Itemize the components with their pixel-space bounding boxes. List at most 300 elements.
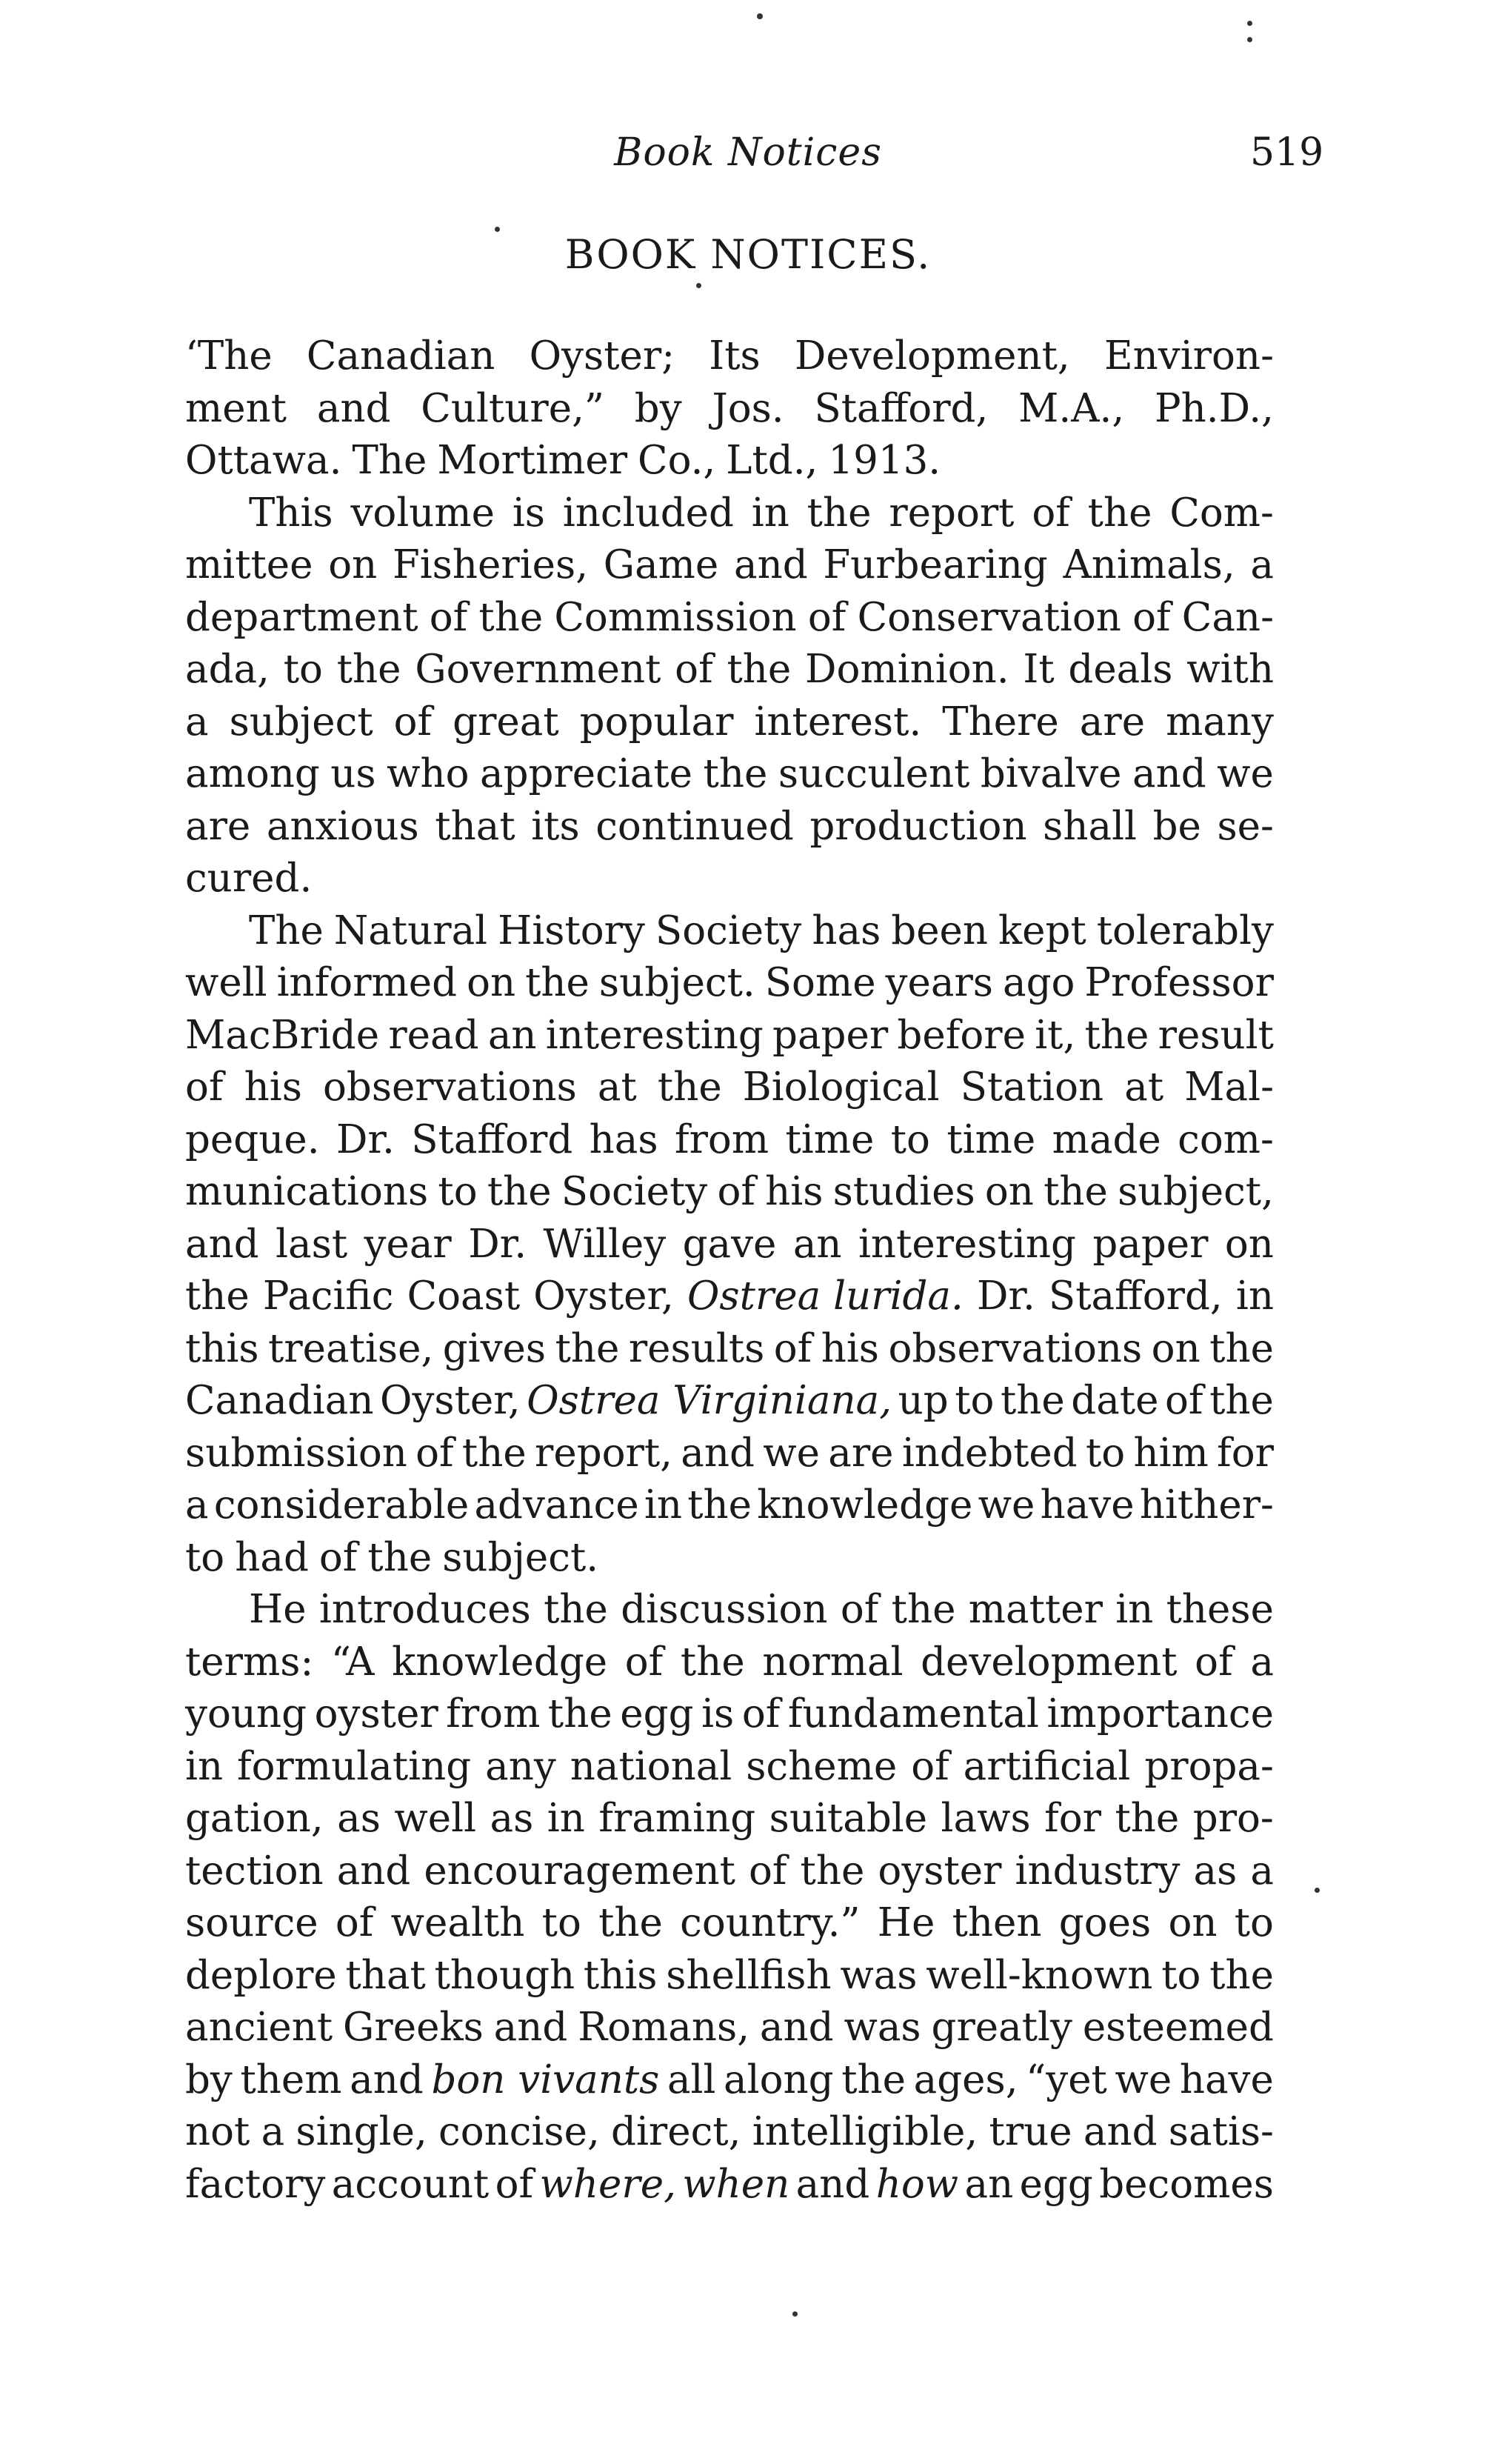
word: interesting <box>858 1221 1076 1267</box>
word: the <box>336 647 401 692</box>
word: then <box>952 1900 1042 1945</box>
word: of <box>185 1065 224 1110</box>
word: have <box>1040 1482 1135 1528</box>
word: the <box>727 647 792 692</box>
word: the <box>544 1587 608 1632</box>
word: “A <box>330 1639 375 1685</box>
text-line <box>185 748 1274 801</box>
text-line <box>185 1219 1274 1271</box>
word: on <box>1224 1221 1274 1267</box>
text-line <box>185 853 1274 905</box>
word: as <box>490 1796 534 1841</box>
word: development <box>921 1639 1178 1685</box>
word: The <box>249 908 324 953</box>
word: encouragement <box>424 1848 735 1894</box>
word: production <box>809 803 1027 849</box>
word: Dr. <box>468 1221 527 1267</box>
word: along <box>724 2057 834 2102</box>
word: that <box>345 1952 426 1998</box>
word: Station <box>960 1065 1104 1110</box>
word: included <box>562 490 734 536</box>
word: for <box>1044 1796 1102 1841</box>
word: of <box>318 1534 358 1580</box>
word: wealth <box>390 1900 525 1945</box>
word: are <box>1079 699 1146 745</box>
word: Society <box>655 908 802 953</box>
word: in <box>1115 1587 1154 1632</box>
word: has <box>812 908 881 953</box>
word: of <box>840 1587 879 1632</box>
word: of <box>1132 594 1171 640</box>
word: the <box>461 1430 527 1476</box>
word: the <box>1043 1169 1108 1214</box>
word: bon vivants <box>431 2057 660 2102</box>
word: factory <box>185 2161 326 2207</box>
word: we <box>1217 751 1274 796</box>
word: Fisheries, <box>392 542 589 587</box>
text-line <box>185 2002 1274 2054</box>
word: Dr. <box>976 1273 1035 1319</box>
word: ment <box>185 385 287 431</box>
word: Conservation <box>857 594 1121 640</box>
word: to <box>1161 1952 1201 1998</box>
word: a <box>1250 1639 1274 1685</box>
word: we <box>978 1482 1035 1528</box>
word: deals <box>1068 647 1173 692</box>
word: before <box>897 1012 1026 1058</box>
word: Can- <box>1181 594 1274 640</box>
word: of <box>911 1743 949 1789</box>
word: Jos. <box>712 385 784 431</box>
word: subject <box>229 699 373 745</box>
word: He <box>877 1900 935 1945</box>
word: by <box>634 385 682 431</box>
word: the <box>680 1639 745 1685</box>
word: any <box>485 1743 556 1789</box>
text-line <box>185 2106 1274 2159</box>
word: 1913. <box>828 438 941 483</box>
text-line <box>185 1114 1274 1167</box>
word: where, <box>539 2161 676 2207</box>
word: This <box>249 490 333 536</box>
word: the <box>807 490 872 536</box>
word: from <box>446 1691 541 1737</box>
word: of <box>1032 490 1070 536</box>
word: are <box>828 1430 894 1476</box>
word: on <box>1168 1900 1218 1945</box>
word: the <box>525 960 590 1005</box>
word: and <box>733 542 808 587</box>
word: Environ- <box>1103 333 1274 379</box>
word: had <box>235 1534 309 1580</box>
word: Pacific <box>262 1273 394 1319</box>
word: intelligible, <box>752 2109 978 2154</box>
word: volume <box>350 490 495 536</box>
word: the <box>478 594 544 640</box>
text-line <box>185 957 1274 1010</box>
word: to <box>955 1378 995 1423</box>
word: been <box>891 908 989 953</box>
word: how <box>875 2161 959 2207</box>
word: year <box>364 1221 452 1267</box>
word: shellfish <box>666 1952 832 1998</box>
word: the <box>891 1587 956 1632</box>
word: was <box>844 2005 921 2050</box>
word: up <box>898 1378 949 1423</box>
word: terms: <box>185 1639 314 1685</box>
word: all <box>667 2057 716 2102</box>
word: that <box>435 803 515 849</box>
word: normal <box>762 1639 904 1685</box>
word: se- <box>1217 803 1274 849</box>
word: the <box>1209 1378 1274 1423</box>
word: with <box>1186 647 1274 692</box>
word: M.A., <box>1018 385 1125 431</box>
word: from <box>674 1116 769 1162</box>
word: to <box>541 1900 581 1945</box>
word: ancient <box>185 2005 333 2050</box>
word: to <box>890 1116 930 1162</box>
scan-speck <box>1247 21 1252 26</box>
word: gave <box>682 1221 777 1267</box>
word: popular <box>579 699 734 745</box>
word: treatise, <box>268 1325 434 1371</box>
word: and <box>350 2057 424 2102</box>
word: on <box>328 542 378 587</box>
word: a <box>261 2109 285 2154</box>
word: the <box>367 1534 433 1580</box>
text-line <box>185 383 1274 436</box>
word: observations <box>888 1325 1143 1371</box>
word: Commission <box>554 594 797 640</box>
word: Culture,” <box>421 385 605 431</box>
word: source <box>185 1900 318 1945</box>
word: History <box>498 908 645 953</box>
word: the <box>800 1848 865 1894</box>
word: deplore <box>185 1952 337 1998</box>
word: his <box>244 1065 302 1110</box>
word: Some <box>764 960 876 1005</box>
word: be <box>1152 803 1201 849</box>
word: shall <box>1043 803 1138 849</box>
word: introduces <box>318 1587 531 1632</box>
word: years <box>885 960 993 1005</box>
word: He <box>249 1587 307 1632</box>
word: of <box>717 1169 755 1214</box>
word: Oyster, <box>533 1273 674 1319</box>
word: interesting <box>545 1012 764 1058</box>
word: we <box>1115 2057 1172 2102</box>
word: kept <box>998 908 1086 953</box>
word: made <box>1052 1116 1161 1162</box>
word: the <box>487 1169 552 1214</box>
word: results <box>628 1325 765 1371</box>
word: on <box>1151 1325 1201 1371</box>
word: of <box>429 594 468 640</box>
word: hither- <box>1139 1482 1274 1528</box>
word: account <box>331 2161 490 2207</box>
word: There <box>942 699 1059 745</box>
word: him <box>1133 1430 1209 1476</box>
word: an <box>792 1221 842 1267</box>
word: by <box>185 2057 233 2102</box>
text-line <box>185 1793 1274 1845</box>
word: at <box>597 1065 637 1110</box>
word: though <box>434 1952 575 1998</box>
text-line <box>185 1010 1274 1062</box>
running-header: Book Notices <box>614 130 882 175</box>
word: egg <box>620 1691 694 1737</box>
word: time <box>946 1116 1036 1162</box>
word: Dominion. <box>805 647 1009 692</box>
word: and <box>316 385 391 431</box>
word: last <box>276 1221 348 1267</box>
text-line <box>185 696 1274 749</box>
word: of <box>495 2161 534 2207</box>
word: interest. <box>754 699 922 745</box>
word: report <box>889 490 1015 536</box>
text-line <box>185 1688 1274 1741</box>
word: are <box>185 803 251 849</box>
text-line <box>185 1897 1274 1950</box>
word: the <box>1084 1012 1149 1058</box>
word: subject. <box>598 960 755 1005</box>
word: Mortimer <box>437 438 628 483</box>
text-line <box>185 330 1274 383</box>
word: Biological <box>742 1065 940 1110</box>
word: Canadian <box>185 1378 374 1423</box>
word: to <box>185 1534 225 1580</box>
word: to <box>438 1169 478 1214</box>
word: of <box>741 1691 781 1737</box>
word: of <box>773 1325 812 1371</box>
text-line <box>185 905 1274 958</box>
word: on <box>467 960 516 1005</box>
text-line <box>185 2054 1274 2107</box>
word: young <box>185 1691 307 1737</box>
word: Mal- <box>1184 1065 1274 1110</box>
word: national <box>570 1743 732 1789</box>
word: a <box>185 699 209 745</box>
word: have <box>1179 2057 1274 2102</box>
word: great <box>453 699 559 745</box>
word: at <box>1124 1065 1164 1110</box>
word: the <box>1209 1952 1274 1998</box>
word: true <box>989 2109 1072 2154</box>
word: on <box>984 1169 1034 1214</box>
word: has <box>589 1116 658 1162</box>
word: an <box>964 2161 1014 2207</box>
text-line <box>185 2159 1274 2211</box>
word: esteemed <box>1082 2005 1274 2050</box>
word: the <box>1209 1325 1274 1371</box>
text-line <box>185 1584 1274 1636</box>
word: it, <box>1035 1012 1076 1058</box>
word: appreciate <box>480 751 693 796</box>
word: fundamental <box>787 1691 1039 1737</box>
word: in <box>185 1743 224 1789</box>
word: department <box>185 594 418 640</box>
word: and <box>493 2005 568 2050</box>
word: Oyster, <box>380 1378 521 1423</box>
word: Ph.D., <box>1154 385 1274 431</box>
word: is <box>512 490 546 536</box>
word: Ostrea lurida. <box>687 1273 964 1319</box>
word: a <box>185 1482 209 1528</box>
word: as <box>337 1796 381 1841</box>
word: in <box>751 490 789 536</box>
word: a <box>1250 1848 1274 1894</box>
word: the <box>1087 490 1152 536</box>
word: Willey <box>543 1221 667 1267</box>
body-text <box>185 330 1274 2211</box>
text-line <box>185 1375 1274 1428</box>
word: its <box>531 803 580 849</box>
word: artificial <box>963 1743 1131 1789</box>
word: his <box>765 1169 824 1214</box>
word: The <box>352 438 427 483</box>
word: the <box>841 2057 906 2102</box>
word: the <box>547 1691 612 1737</box>
text-line <box>185 1166 1274 1219</box>
word: concise, <box>438 2109 600 2154</box>
word: Development, <box>794 333 1070 379</box>
word: of <box>624 1639 664 1685</box>
text-line <box>185 539 1274 592</box>
text-line <box>185 1062 1274 1114</box>
word: them <box>240 2057 342 2102</box>
text-line <box>185 1532 1274 1585</box>
word: Ostrea Virginiana, <box>527 1378 892 1423</box>
text-line <box>185 1950 1274 2002</box>
word: of <box>1195 1639 1233 1685</box>
word: subject. <box>442 1534 599 1580</box>
word: Animals, <box>1063 542 1235 587</box>
word: cured. <box>185 856 313 901</box>
word: who <box>387 751 470 796</box>
word: was <box>840 1952 918 1998</box>
word: continued <box>595 803 794 849</box>
word: laws <box>941 1796 1031 1841</box>
word: and <box>681 1430 755 1476</box>
word: of <box>807 594 846 640</box>
word: Com- <box>1169 490 1274 536</box>
word: of <box>335 1900 374 1945</box>
word: and <box>1132 751 1206 796</box>
word: succulent <box>778 751 970 796</box>
word: and <box>1083 2109 1158 2154</box>
word: discussion <box>621 1587 828 1632</box>
word: “yet <box>1026 2057 1107 2102</box>
word: country.” <box>680 1900 861 1945</box>
word: read <box>388 1012 479 1058</box>
word: Its <box>709 333 761 379</box>
word: tolerably <box>1096 908 1274 953</box>
word: Stafford <box>411 1116 573 1162</box>
word: studies <box>832 1169 975 1214</box>
word: of <box>1165 1378 1203 1423</box>
word: these <box>1166 1587 1274 1632</box>
word: the <box>555 1325 620 1371</box>
word: Coast <box>407 1273 521 1319</box>
word: report, <box>535 1430 673 1476</box>
word: observations <box>323 1065 577 1110</box>
word: peque. <box>185 1116 320 1162</box>
text-line <box>185 1428 1274 1480</box>
word: pro- <box>1192 1796 1274 1841</box>
word: suitable <box>769 1796 928 1841</box>
word: well-known <box>926 1952 1153 1998</box>
word: of <box>415 1430 454 1476</box>
word: ages, <box>913 2057 1018 2102</box>
word: Stafford, <box>1048 1273 1223 1319</box>
word: gation, <box>185 1796 324 1841</box>
word: result <box>1158 1012 1274 1058</box>
word: munications <box>185 1169 429 1214</box>
word: bivalve <box>980 751 1122 796</box>
text-line <box>185 801 1274 853</box>
word: the <box>185 1273 250 1319</box>
word: in <box>644 1482 683 1528</box>
text-line <box>185 435 1274 487</box>
scan-speck <box>1315 1888 1320 1893</box>
word: Romans, <box>578 2005 750 2050</box>
word: us <box>330 751 376 796</box>
word: in <box>1235 1273 1274 1319</box>
word: the <box>598 1900 663 1945</box>
word: matter <box>968 1587 1103 1632</box>
word: to <box>1234 1900 1274 1945</box>
word: industry <box>1015 1848 1181 1894</box>
word: for <box>1217 1430 1274 1476</box>
word: a <box>1250 542 1274 587</box>
text-line <box>185 592 1274 645</box>
word: of <box>393 699 433 745</box>
page-number: 519 <box>1250 130 1324 175</box>
word: paper <box>772 1012 889 1058</box>
word: gives <box>442 1325 547 1371</box>
word: the <box>1000 1378 1065 1423</box>
word: ‘The <box>185 333 273 379</box>
word: oyster <box>314 1691 438 1737</box>
word: to <box>283 647 323 692</box>
word: It <box>1023 647 1055 692</box>
word: to <box>1085 1430 1126 1476</box>
word: Dr. <box>335 1116 395 1162</box>
scan-speck <box>696 283 701 288</box>
word: submission <box>185 1430 407 1476</box>
word: ada, <box>185 647 270 692</box>
word: satis- <box>1168 2109 1274 2154</box>
word: Greeks <box>343 2005 484 2050</box>
word: the <box>657 1065 722 1110</box>
scan-speck <box>495 227 500 232</box>
word: Game <box>603 542 719 587</box>
word: the <box>1115 1796 1180 1841</box>
scan-speck <box>757 13 763 19</box>
word: the <box>687 1482 752 1528</box>
text-line <box>185 1479 1274 1532</box>
word: Stafford, <box>814 385 989 431</box>
word: goes <box>1058 1900 1152 1945</box>
word: of <box>748 1848 787 1894</box>
word: Canadian <box>306 333 495 379</box>
scan-speck <box>792 2311 798 2317</box>
word: knowledge <box>757 1482 973 1528</box>
word: not <box>185 2109 250 2154</box>
word: framing <box>598 1796 756 1841</box>
word: Natural <box>333 908 488 953</box>
